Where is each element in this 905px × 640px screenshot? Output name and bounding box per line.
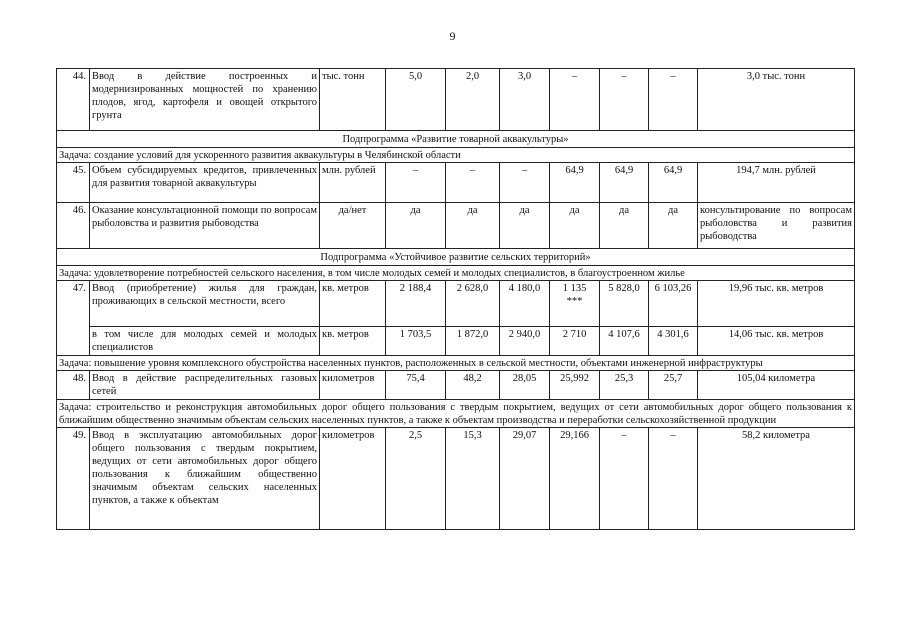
row-number: 46. xyxy=(57,203,90,249)
table-row xyxy=(57,69,855,131)
total-cell: 58,2 километра xyxy=(698,428,855,530)
value-cell: – xyxy=(500,163,550,203)
task-text: Задача: удовлетворение потребностей сельского населения, в том числе молодых семей и молодых специалистов, в благоустроенном жилье xyxy=(57,266,855,281)
unit-cell: километров xyxy=(320,371,386,400)
value-cell: 6 103,26 xyxy=(649,281,698,327)
value-cell: 15,3 xyxy=(446,428,500,530)
value-cell: 2 628,0 xyxy=(446,281,500,327)
task-text: Задача: строительство и реконструкция автомобильных дорог общего пользования с твердым покрытием, ведущих от сети автомобильных дорог общего пользования к ближайшим общественно значимым объектам сельских населенных пунктов, а также к объектам производства и переработки сельскохозяйственной продукции xyxy=(57,400,855,428)
value-cell: 2 940,0 xyxy=(500,327,550,356)
value-cell: 2,5 xyxy=(386,428,446,530)
value-cell: да xyxy=(550,203,600,249)
task-row xyxy=(57,400,855,428)
value-cell: 4 180,0 xyxy=(500,281,550,327)
value-cell: 28,05 xyxy=(500,371,550,400)
subprogram-heading: Подпрограмма «Развитие товарной аквакультуры» xyxy=(57,131,855,148)
table-row xyxy=(57,163,855,203)
value-cell: – xyxy=(600,69,649,131)
value-cell: 75,4 xyxy=(386,371,446,400)
value-cell: 25,992 xyxy=(550,371,600,400)
value-cell: да xyxy=(649,203,698,249)
unit-cell: километров xyxy=(320,428,386,530)
row-number: 44. xyxy=(57,69,90,131)
task-row xyxy=(57,148,855,163)
total-cell: 3,0 тыс. тонн xyxy=(698,69,855,131)
total-cell: 194,7 млн. рублей xyxy=(698,163,855,203)
value-cell: 2 188,4 xyxy=(386,281,446,327)
value-cell: 4 107,6 xyxy=(600,327,649,356)
subprogram-row xyxy=(57,131,855,148)
indicator-description: Ввод в действие построенных и модернизированных мощностей по хранению плодов, ягод, картофеля и овощей открытого грунта xyxy=(90,69,320,131)
task-row xyxy=(57,356,855,371)
page-number: 9 xyxy=(449,29,456,43)
unit-cell: кв. метров xyxy=(320,281,386,327)
value-cell: 5 828,0 xyxy=(600,281,649,327)
value-cell: – xyxy=(649,69,698,131)
value-cell: 1 703,5 xyxy=(386,327,446,356)
value-cell: – xyxy=(446,163,500,203)
indicator-description: Ввод (приобретение) жилья для граждан, проживающих в сельской местности, всего xyxy=(90,281,320,327)
unit-cell: млн. рублей xyxy=(320,163,386,203)
indicator-description: Ввод в эксплуатацию автомобильных дорог общего пользования с твердым покрытием, ведущих от сети автомобильных дорог общего пользования к ближайшим общественно значимым объектам сельских населенных пунктов, а также к объектам xyxy=(90,428,320,530)
value-cell: – xyxy=(550,69,600,131)
row-number: 45. xyxy=(57,163,90,203)
value-cell: – xyxy=(600,428,649,530)
subprogram-row xyxy=(57,249,855,266)
table-row xyxy=(57,203,855,249)
total-cell: 14,06 тыс. кв. метров xyxy=(698,327,855,356)
value-cell: да xyxy=(600,203,649,249)
indicators-table xyxy=(56,68,855,530)
value-cell: – xyxy=(386,163,446,203)
value-cell: 25,7 xyxy=(649,371,698,400)
subprogram-heading: Подпрограмма «Устойчивое развитие сельских территорий» xyxy=(57,249,855,266)
value-text: 1 135 xyxy=(562,283,587,294)
value-cell xyxy=(550,281,600,327)
value-cell: 4 301,6 xyxy=(649,327,698,356)
value-cell: 29,166 xyxy=(550,428,600,530)
indicator-description: Объем субсидируемых кредитов, привлеченных для развития товарной аквакультуры xyxy=(90,163,320,203)
task-row xyxy=(57,266,855,281)
value-cell: 48,2 xyxy=(446,371,500,400)
value-cell: 29,07 xyxy=(500,428,550,530)
value-cell: 3,0 xyxy=(500,69,550,131)
unit-cell: кв. метров xyxy=(320,327,386,356)
footnote-mark: *** xyxy=(566,296,583,307)
value-cell: да xyxy=(386,203,446,249)
indicator-description: Оказание консультационной помощи по вопросам рыболовства и развития рыбоводства xyxy=(90,203,320,249)
value-cell: 1 872,0 xyxy=(446,327,500,356)
total-cell: 105,04 километра xyxy=(698,371,855,400)
value-cell: 2,0 xyxy=(446,69,500,131)
task-text: Задача: повышение уровня комплексного обустройства населенных пунктов, расположенных в сельской местности, объектами инженерной инфраструктуры xyxy=(57,356,855,371)
value-cell: 64,9 xyxy=(649,163,698,203)
total-cell: консультирование по вопросам рыболовства и развития рыбоводства xyxy=(698,203,855,249)
unit-cell: да/нет xyxy=(320,203,386,249)
indicator-description: в том числе для молодых семей и молодых специалистов xyxy=(90,327,320,356)
value-cell: 25,3 xyxy=(600,371,649,400)
value-cell: да xyxy=(446,203,500,249)
indicator-description: Ввод в действие распределительных газовых сетей xyxy=(90,371,320,400)
row-number: 48. xyxy=(57,371,90,400)
row-number: 47. xyxy=(57,281,90,356)
value-cell: 64,9 xyxy=(600,163,649,203)
table-row xyxy=(57,428,855,530)
row-number: 49. xyxy=(57,428,90,530)
table-row xyxy=(57,281,855,327)
total-cell: 19,96 тыс. кв. метров xyxy=(698,281,855,327)
value-cell: да xyxy=(500,203,550,249)
value-cell: 64,9 xyxy=(550,163,600,203)
table-row xyxy=(57,327,855,356)
task-text: Задача: создание условий для ускоренного развития аквакультуры в Челябинской области xyxy=(57,148,855,163)
value-cell: 5,0 xyxy=(386,69,446,131)
unit-cell: тыс. тонн xyxy=(320,69,386,131)
table-row xyxy=(57,371,855,400)
value-cell: – xyxy=(649,428,698,530)
value-cell: 2 710 xyxy=(550,327,600,356)
